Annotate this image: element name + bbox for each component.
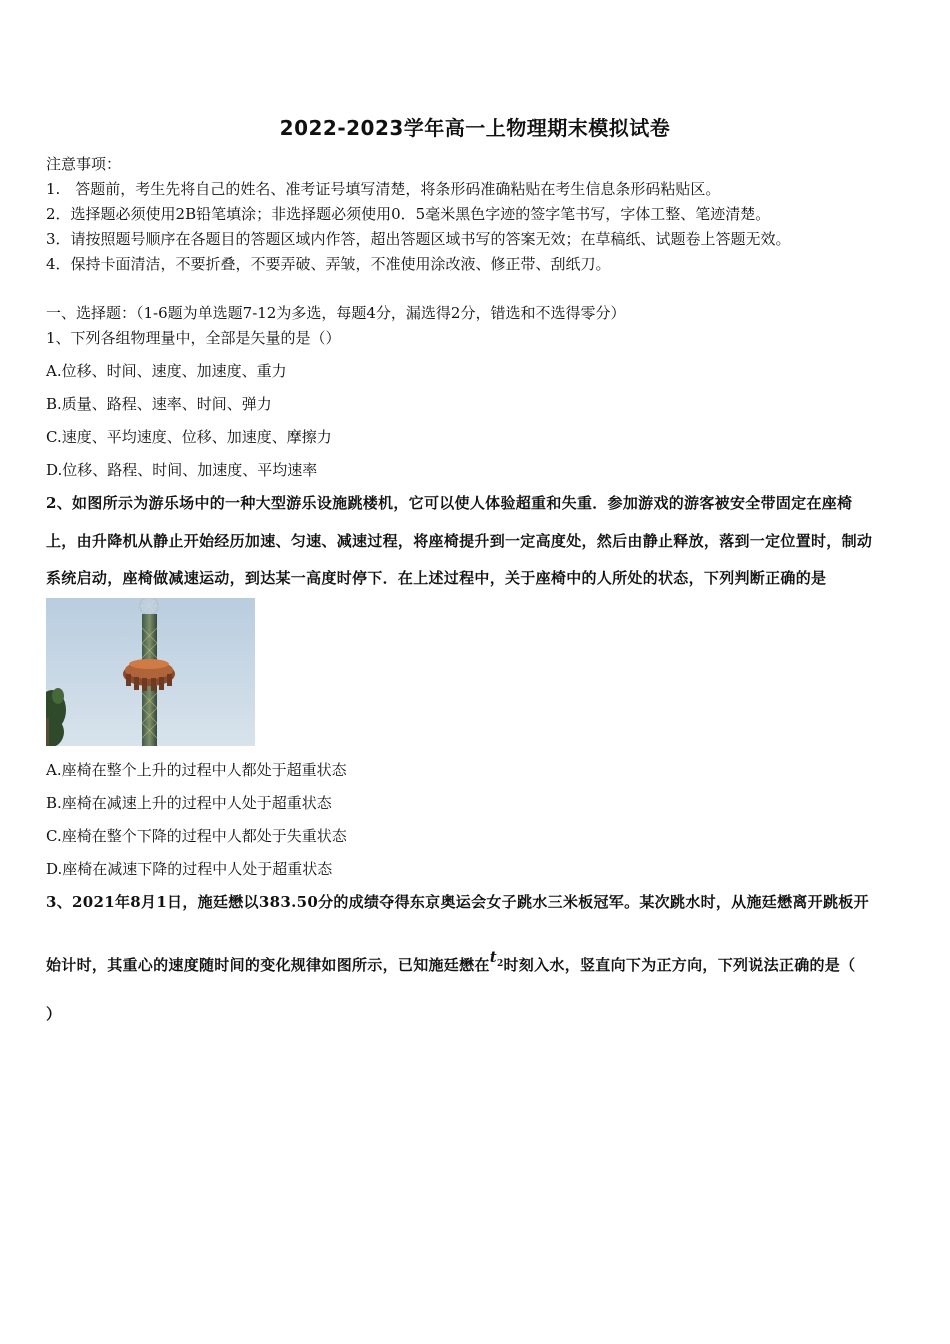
notice-item-2: 2．选择题必须使用2B铅笔填涂；非选择题必须使用0．5毫米黑色字迹的签字笔书写，字体工整、笔迹清楚。 — [46, 205, 771, 223]
q1-option-c: C.速度、平均速度、位移、加速度、摩擦力 — [46, 428, 332, 446]
drop-tower-photo — [46, 598, 255, 746]
q3-stem-line-2-start: 始计时，其重心的速度随时间的变化规律如图所示，已知施廷懋在 — [46, 956, 490, 974]
q1-option-d: D.位移、路程、时间、加速度、平均速率 — [46, 461, 318, 479]
page-title: 2022-2023学年高一上物理期末模拟试卷 — [279, 116, 671, 140]
q2-stem-line-3: 系统启动，座椅做减速运动，到达某一高度时停下．在上述过程中，关于座椅中的人所处的状态，下列判断正确的是 — [46, 569, 827, 587]
t-letter: t — [489, 948, 497, 966]
q1-option-a: A.位移、时间、速度、加速度、重力 — [46, 362, 287, 380]
notice-item-4: 4．保持卡面清洁，不要折叠，不要弄破、弄皱，不准使用涂改液、修正带、刮纸刀。 — [46, 255, 611, 273]
notice-heading: 注意事项： — [46, 155, 122, 173]
notice-item-3: 3．请按照题号顺序在各题目的答题区域内作答，超出答题区域书写的答案无效；在草稿纸、试题卷上答题无效。 — [46, 230, 791, 248]
q2-option-d: D.座椅在减速下降的过程中人处于超重状态 — [46, 860, 333, 878]
q2-option-b: B.座椅在减速上升的过程中人处于超重状态 — [46, 794, 332, 812]
q2-stem-line-1: 2、如图所示为游乐场中的一种大型游乐设施跳楼机，它可以使人体验超重和失重．参加游戏的游客被安全带固定在座椅 — [46, 494, 853, 512]
q3-stem-line-2-end: 时刻入水，竖直向下为正方向，下列说法正确的是（ — [503, 956, 856, 974]
q2-option-c: C.座椅在整个下降的过程中人都处于失重状态 — [46, 827, 347, 845]
t2-symbol — [489, 948, 504, 969]
q2-stem-line-2: 上，由升降机从静止开始经历加速、匀速、减速过程，将座椅提升到一定高度处，然后由静止释放，落到一定位置时，制动 — [46, 532, 873, 550]
q3-stem-line-1: 3、2021年8月1日，施廷懋以383.50分的成绩夺得东京奥运会女子跳水三米板冠军。某次跳水时，从施廷懋离开跳板开 — [46, 893, 869, 911]
q1-stem: 1、下列各组物理量中，全部是矢量的是（） — [46, 329, 341, 347]
t-subscript: 2 — [496, 959, 504, 969]
q3-stem-line-2 — [46, 948, 856, 977]
section-heading: 一、选择题：（1-6题为单选题7-12为多选，每题4分，漏选得2分，错选和不选得零分） — [46, 304, 626, 322]
q1-option-b: B.质量、路程、速率、时间、弹力 — [46, 395, 272, 413]
notice-item-1: 1. 答题前，考生先将自己的姓名、准考证号填写清楚，将条形码准确粘贴在考生信息条形码粘贴区。 — [46, 180, 721, 198]
q2-option-a: A.座椅在整个上升的过程中人都处于超重状态 — [46, 761, 347, 779]
q3-stem-line-3: ） — [46, 1005, 62, 1023]
